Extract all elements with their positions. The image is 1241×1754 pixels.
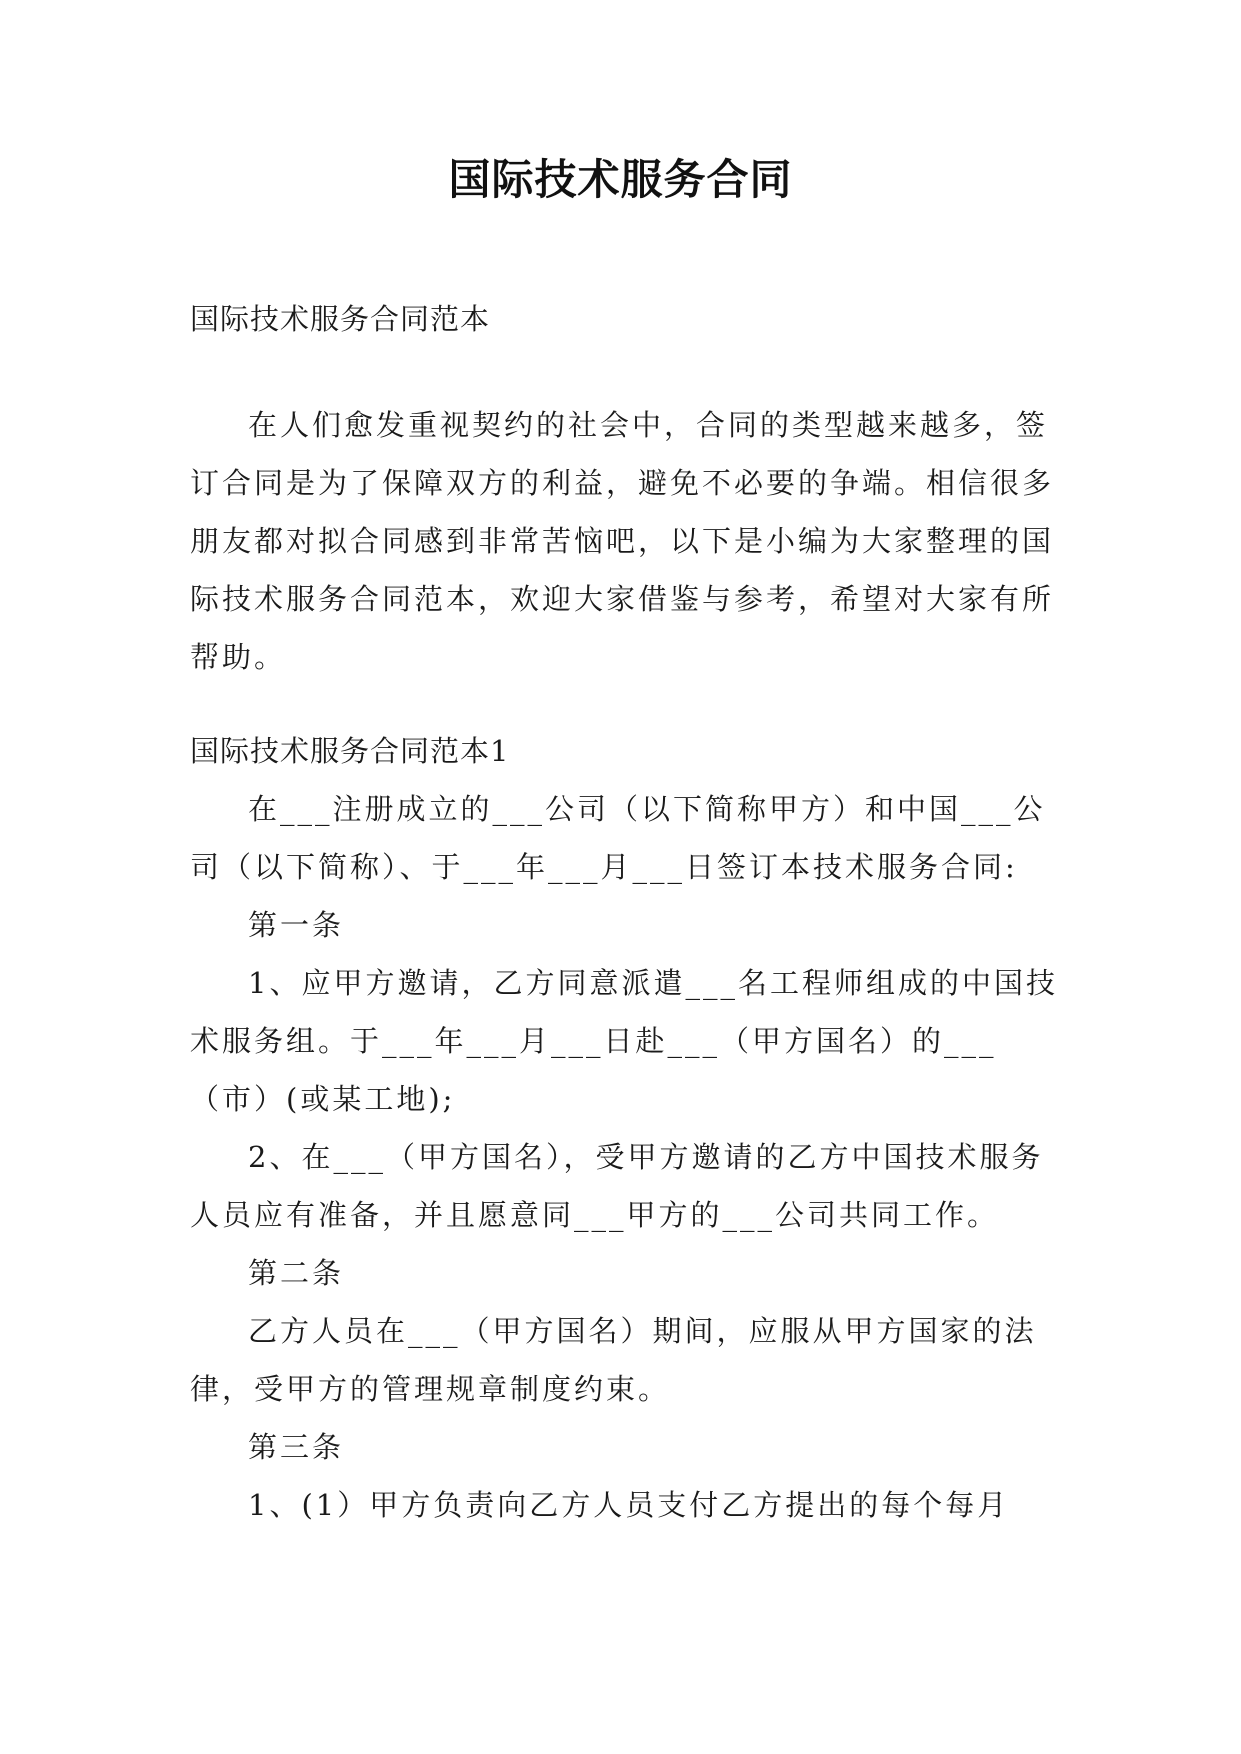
contract-paragraph: 在___注册成立的___公司（以下简称甲方）和中国___公司（以下简称）、于___年___月___日签订本技术服务合同:: [190, 792, 1046, 884]
intro-paragraph: 在人们愈发重视契约的社会中，合同的类型越来越多，签订合同是为了保障双方的利益，避免不必要的争端。相信很多朋友都对拟合同感到非常苦恼吧，以下是小编为大家整理的国际技术服务合同范本，欢迎大家借鉴与参考，希望对大家有所帮助。: [190, 408, 1055, 674]
article-heading: 第一条: [248, 908, 345, 942]
article-heading: 第三条: [248, 1430, 345, 1464]
contract-paragraph: 1、应甲方邀请，乙方同意派遣___名工程师组成的中国技术服务组。于___年___月___日赴___（甲方国名）的___（市）(或某工地);: [190, 966, 1058, 1116]
section-heading: 国际技术服务合同范本1: [190, 734, 510, 768]
document-body: [190, 290, 1070, 1534]
document-subtitle: 国际技术服务合同范本: [190, 302, 491, 336]
article-heading: 第二条: [248, 1256, 345, 1290]
contract-paragraph: 乙方人员在___（甲方国名）期间，应服从甲方国家的法律，受甲方的管理规章制度约束。: [190, 1314, 1037, 1406]
contract-paragraph: 1、(1）甲方负责向乙方人员支付乙方提出的每个每月: [248, 1488, 1010, 1522]
contract-paragraph: 2、在___（甲方国名），受甲方邀请的乙方中国技术服务人员应有准备，并且愿意同___甲方的___公司共同工作。: [190, 1140, 1044, 1232]
document-title: 国际技术服务合同: [448, 155, 793, 204]
